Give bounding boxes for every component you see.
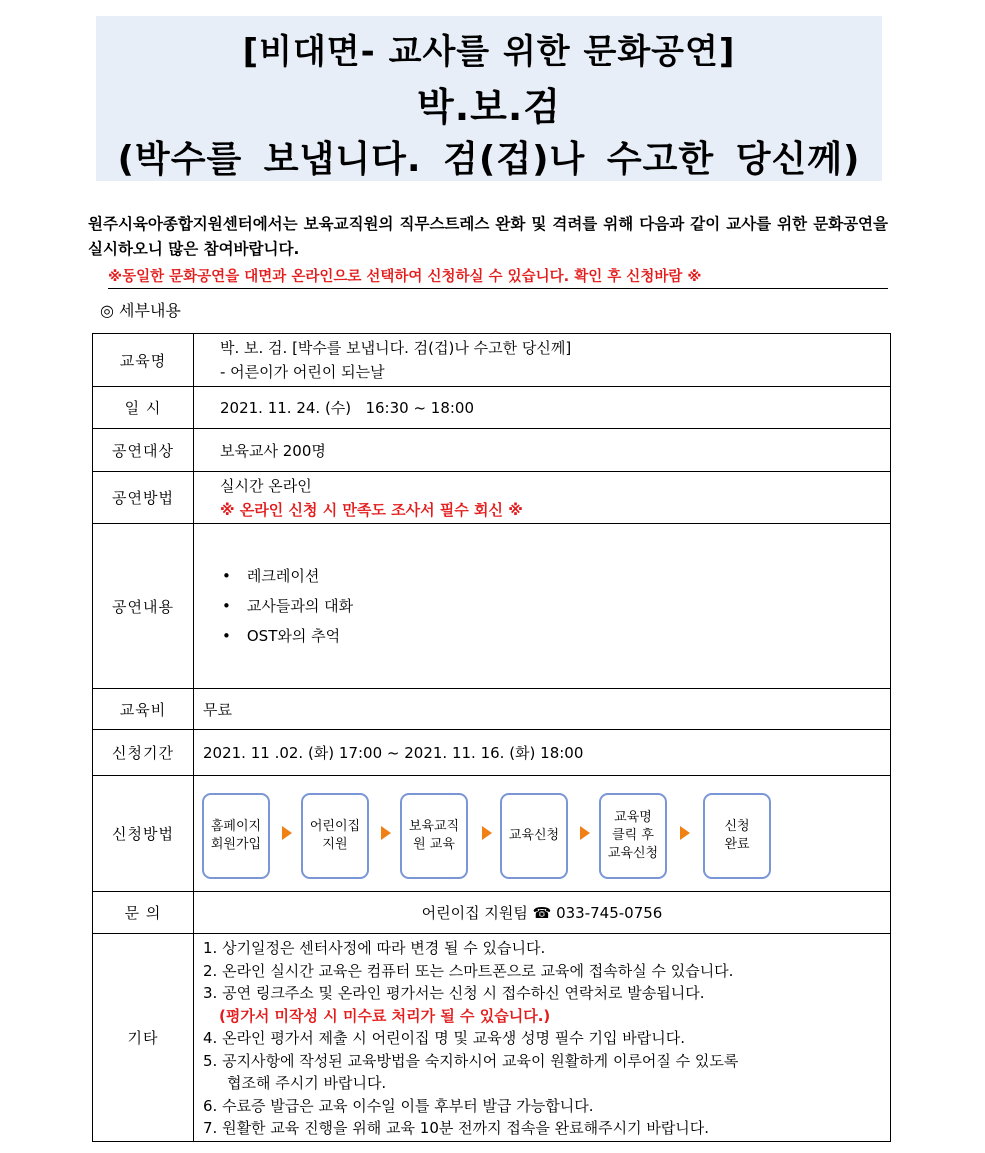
note-warning: (평가서 미작성 시 미수료 처리가 될 수 있습니다.): [219, 1006, 551, 1025]
arrow-right-icon: [580, 826, 590, 840]
note-line: 3. 공연 링크주소 및 온라인 평가서는 신청 시 접수하신 연락처로 발송됩니다.: [203, 984, 705, 1003]
value-date: 2021. 11. 24. (수) 16:30 ~ 18:00: [194, 387, 891, 429]
table-row-apply: [93, 776, 891, 892]
label-target: 공연대상: [93, 429, 194, 472]
label-etc: 기타: [93, 934, 194, 1142]
notice-text: ※동일한 문화공연을 대면과 온라인으로 선택하여 신청하실 수 있습니다. 확인 후 신청바람 ※: [108, 265, 888, 289]
value-content: [194, 524, 891, 689]
table-row-course: [93, 334, 891, 387]
method-warning: ※ 온라인 신청 시 만족도 조사서 필수 회신 ※: [220, 500, 523, 519]
value-apply: [194, 776, 891, 892]
label-period: 신청기간: [93, 730, 194, 776]
label-course: 교육명: [93, 334, 194, 387]
section-title: ◎ 세부내용: [100, 301, 181, 320]
note-line: 4. 온라인 평가서 제출 시 어린이집 명 및 교육생 성명 필수 기입 바랍니다.: [203, 1029, 686, 1048]
value-target: 보육교사 200명: [194, 429, 891, 472]
note-line: 2. 온라인 실시간 교육은 컴퓨터 또는 스마트폰으로 교육에 접속하실 수 있습니다.: [203, 961, 734, 980]
step-box: 보육교직 원 교육: [400, 793, 468, 879]
label-content: 공연내용: [93, 524, 194, 689]
method-value: 실시간 온라인: [220, 476, 312, 495]
detail-table: [92, 333, 891, 1142]
label-apply: 신청방법: [93, 776, 194, 892]
label-contact: 문 의: [93, 892, 194, 934]
title-line-1: [비대면- 교사를 위한 문화공연]: [242, 32, 736, 72]
list-item: • 레크레이션: [222, 561, 890, 591]
value-fee: 무료: [194, 689, 891, 730]
table-row-method: [93, 472, 891, 524]
step-box: 홈페이지 회원가입: [202, 793, 270, 879]
note-line: 7. 원활한 교육 진행을 위해 교육 10분 전까지 접속을 완료해주시기 바랍니다.: [203, 1119, 710, 1138]
note-line: 5. 공지사항에 작성된 교육방법을 숙지하시어 교육이 원활하게 이루어질 수 있도록: [203, 1051, 739, 1070]
content-list: [194, 561, 890, 651]
table-row-date: [93, 387, 891, 429]
title-banner: [96, 16, 882, 181]
table-row-etc: [93, 934, 891, 1142]
step-box: 어린이집 지원: [301, 793, 369, 879]
table-row-contact: [93, 892, 891, 934]
table-row-fee: [93, 689, 891, 730]
note-line: 1. 상기일정은 센터사정에 따라 변경 될 수 있습니다.: [203, 939, 546, 958]
step-box: 신청 완료: [703, 793, 771, 879]
value-period: 2021. 11 .02. (화) 17:00 ~ 2021. 11. 16. (화) 18:00: [194, 730, 891, 776]
apply-flow: [194, 777, 890, 891]
label-date: 일 시: [93, 387, 194, 429]
label-fee: 교육비: [93, 689, 194, 730]
value-contact: 어린이집 지원팀 ☎ 033-745-0756: [194, 892, 891, 934]
value-course: [194, 334, 891, 387]
note-line: 협조해 주시기 바랍니다.: [227, 1074, 387, 1093]
arrow-right-icon: [680, 826, 690, 840]
label-method: 공연방법: [93, 472, 194, 524]
table-row-target: [93, 429, 891, 472]
arrow-right-icon: [381, 826, 391, 840]
course-title: 박. 보. 검. [박수를 보냅니다. 검(겁)나 수고한 당신께]: [220, 339, 572, 357]
list-item: • OST와의 추억: [222, 621, 890, 651]
value-method: [194, 472, 891, 524]
list-item: • 교사들과의 대화: [222, 591, 890, 621]
table-row-content: [93, 524, 891, 689]
step-box: 교육신청: [500, 793, 568, 879]
value-etc: [194, 934, 891, 1142]
title-line-3: (박수를 보냅니다. 검(겁)나 수고한 당신께): [117, 139, 861, 180]
intro-text: 원주시육아종합지원센터에서는 보육교직원의 직무스트레스 완화 및 격려를 위해 다음과 같이 교사를 위한 문화공연을 실시하오니 많은 참여바랍니다.: [88, 215, 888, 258]
arrow-right-icon: [482, 826, 492, 840]
arrow-right-icon: [282, 826, 292, 840]
step-box: 교육명 클릭 후 교육신청: [599, 793, 667, 879]
title-line-2: 박.보.검: [417, 85, 561, 129]
table-row-period: [93, 730, 891, 776]
course-subtitle: - 어른이가 어린이 되는날: [220, 363, 385, 381]
note-line: 6. 수료증 발급은 교육 이수일 이틀 후부터 발급 가능합니다.: [203, 1096, 594, 1115]
